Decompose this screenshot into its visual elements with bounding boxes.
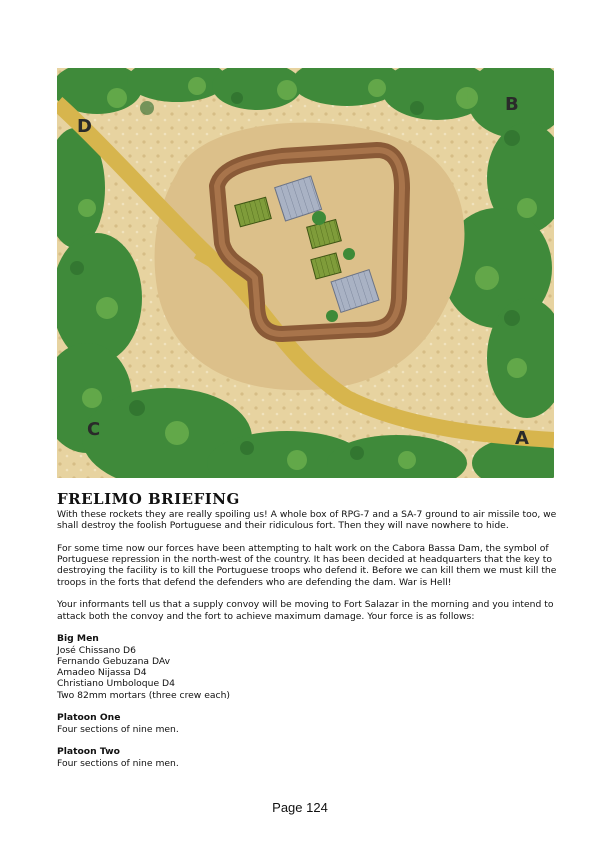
briefing-body (57, 509, 557, 780)
briefing-paragraph: For some time now our forces have been attempting to halt work on the Cabora Bassa Dam, the symbol of Portuguese repression in the north-west of the country. It has been decided at headquarters that the key to destroying the facility is to kill the Portuguese troops who defend it. Before we can kill them we must kill the troops in the forts that defend the defenders who are defending the dam. War is Hell! (57, 542, 557, 588)
big-men-section (57, 633, 557, 701)
page-number: Page 124 (272, 800, 328, 815)
big-men-item: Two 82mm mortars (three crew each) (57, 689, 230, 701)
platoon-one-section (57, 712, 557, 735)
big-men-item: Amadeo Nijassa D4 (57, 667, 147, 679)
platoon-two-section (57, 746, 557, 769)
map-label-d: D (77, 116, 92, 137)
platoon-two-title: Platoon Two (57, 746, 120, 758)
map-illustration (57, 68, 554, 478)
big-men-title: Big Men (57, 633, 99, 645)
platoon-two-text: Four sections of nine men. (57, 757, 179, 769)
battle-map (57, 68, 554, 478)
briefing-paragraph: Your informants tell us that a supply convoy will be moving to Fort Salazar in the morning and you intend to attack both the convoy and the fort to achieve maximum damage. Your force is as follows: (57, 599, 554, 622)
map-label-b: B (505, 94, 519, 115)
big-men-item: José Chissano D6 (57, 644, 136, 656)
big-men-item: Christiano Umboloque D4 (57, 678, 175, 690)
platoon-one-text: Four sections of nine men. (57, 723, 179, 735)
map-label-a: A (515, 428, 529, 449)
briefing-heading: FRELIMO BRIEFING (57, 490, 240, 508)
platoon-one-title: Platoon One (57, 712, 121, 724)
big-men-item: Fernando Gebuzana DAv (57, 655, 171, 667)
map-label-c: C (87, 419, 101, 440)
briefing-paragraph: With these rockets they are really spoiling us! A whole box of RPG-7 and a SA-7 ground to air missile too, we shall destroy the foolish Portuguese and their ridiculous fort. Then they will nave nowhere to hide. (57, 509, 557, 532)
